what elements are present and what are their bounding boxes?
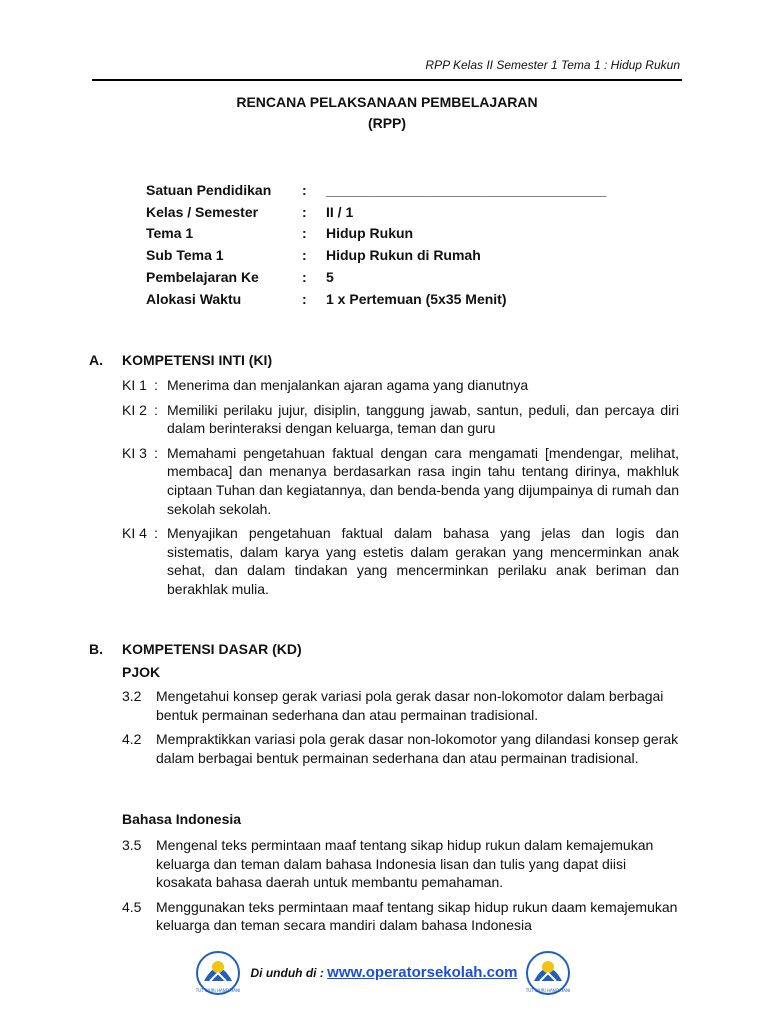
list-item — [122, 376, 679, 395]
identity-label: Pembelajaran Ke — [146, 269, 259, 286]
identity-colon: : — [302, 181, 307, 198]
ki-list — [122, 376, 679, 605]
identity-value: Hidup Rukun di Rumah — [326, 247, 481, 264]
kd-list-pjok — [122, 687, 679, 773]
section-letter: B. — [89, 641, 103, 657]
kd-code: 4.5 — [122, 898, 142, 915]
ki-text: Memiliki perilaku jujur, disiplin, tanggung jawab, santun, peduli, dan percaya diri dalam berinteraksi dengan keluarga, teman dan guru — [167, 401, 679, 437]
identity-value: 5 — [326, 269, 334, 286]
footer-prefix: Di unduh di : — [250, 966, 328, 980]
ki-code: KI 4 — [122, 525, 147, 542]
header-rule — [92, 79, 682, 81]
identity-label: Kelas / Semester — [146, 203, 259, 220]
identity-label: Satuan Pendidikan — [146, 181, 272, 198]
identity-row — [146, 201, 606, 223]
subject-title-pjok: PJOK — [122, 664, 161, 680]
identity-colon: : — [302, 247, 307, 264]
kd-text: Menggunakan teks permintaan maaf tentang sikap hidup rukun daam kemajemukan keluarga dan teman secara mandiri dalam bahasa Indonesia — [156, 898, 678, 934]
identity-value: II / 1 — [326, 203, 354, 220]
section-b-heading — [89, 641, 689, 657]
list-item — [122, 687, 679, 724]
identity-row — [146, 179, 606, 201]
identity-colon: : — [302, 203, 307, 220]
website-link[interactable]: www.operatorsekolah.com — [327, 964, 518, 981]
list-item — [122, 898, 679, 935]
list-item — [122, 524, 679, 598]
identity-row — [146, 244, 606, 266]
kd-text: Mengenal teks permintaan maaf tentang sikap hidup rukun dalam kemajemukan keluarga dan teman dalam bahasa Indonesia lisan dan tulis yang dapat diisi kosakata bahasa daerah untuk membantu pemahaman. — [156, 837, 654, 891]
ki-code: KI 1 — [122, 377, 147, 393]
kd-text: Mengetahui konsep gerak variasi pola gerak dasar non-lokomotor dalam berbagai bentuk permainan sederhana dan atau permainan tradisional. — [156, 688, 664, 723]
svg-text:TUT WURI HANDAYANI: TUT WURI HANDAYANI — [526, 988, 570, 993]
kd-code: 3.2 — [122, 688, 142, 704]
subject-title-bahasa-indonesia: Bahasa Indonesia — [122, 811, 242, 827]
list-item — [122, 401, 679, 438]
download-footer — [196, 951, 572, 1001]
section-letter: A. — [89, 352, 103, 368]
footer-text — [244, 964, 524, 982]
identity-row — [146, 266, 606, 288]
ki-text: Memahami pengetahuan faktual dengan cara mengamati [mendengar, melihat, membaca] dan menanya berdasarkan rasa ingin tahu tentang dirinya, makhluk ciptaan Tuhan dan kegiatannya, dan benda-benda yang dijumpainya di rumah dan sekolah sekolah. — [167, 444, 679, 517]
ki-text: Menerima dan menjalankan ajaran agama yang dianutnya — [167, 377, 529, 393]
list-item — [122, 836, 679, 892]
identity-value: Hidup Rukun — [326, 225, 414, 242]
kd-text: Mempraktikkan variasi pola gerak dasar non-lokomotor yang dilandasi konsep gerak dalam berbagai bentuk permainan sederhana dan atau permainan tradisional. — [156, 731, 679, 766]
list-item — [122, 730, 679, 767]
svg-text:TUT WURI HANDAYANI: TUT WURI HANDAYANI — [196, 988, 240, 993]
tut-wuri-handayani-logo-icon — [196, 951, 240, 997]
identity-label: Tema 1 — [146, 225, 194, 242]
kd-list-bahasa-indonesia — [122, 836, 679, 941]
identity-colon: : — [302, 269, 307, 286]
identity-row — [146, 223, 606, 245]
identity-colon: : — [302, 225, 307, 242]
identity-value: 1 x Pertemuan (5x35 Menit) — [326, 290, 507, 307]
ki-code: KI 3 — [122, 444, 147, 461]
ki-colon: : — [154, 525, 158, 542]
ki-text: Menyajikan pengetahuan faktual dalam bahasa yang jelas dan logis dan sistematis, dalam karya yang estetis dalam gerakan yang mencerminkan anak sehat, dan dalam tindakan yang mencerminkan perilaku anak beriman dan berakhlak mulia. — [167, 525, 679, 597]
section-title: KOMPETENSI INTI (KI) — [122, 352, 273, 368]
kd-code: 3.5 — [122, 837, 142, 853]
ki-colon: : — [154, 377, 158, 393]
ki-colon: : — [154, 401, 158, 418]
running-header: RPP Kelas II Semester 1 Tema 1 : Hidup Rukun — [425, 58, 680, 72]
identity-value: ____________________________________ — [326, 181, 607, 198]
identity-row — [146, 288, 606, 310]
list-item — [122, 444, 679, 518]
ki-code: KI 2 — [122, 401, 147, 418]
kd-code: 4.2 — [122, 731, 142, 748]
section-title: KOMPETENSI DASAR (KD) — [122, 641, 302, 657]
identity-label: Alokasi Waktu — [146, 290, 242, 307]
tut-wuri-handayani-logo-icon — [526, 951, 570, 997]
title-line-1: RENCANA PELAKSANAAN PEMBELAJARAN — [236, 94, 538, 110]
document-title — [92, 92, 682, 134]
identity-colon: : — [302, 290, 307, 307]
title-line-2: (RPP) — [367, 115, 407, 131]
identity-label: Sub Tema 1 — [146, 247, 224, 264]
section-a-heading — [89, 352, 689, 368]
ki-colon: : — [154, 444, 158, 461]
identity-table — [146, 179, 606, 310]
